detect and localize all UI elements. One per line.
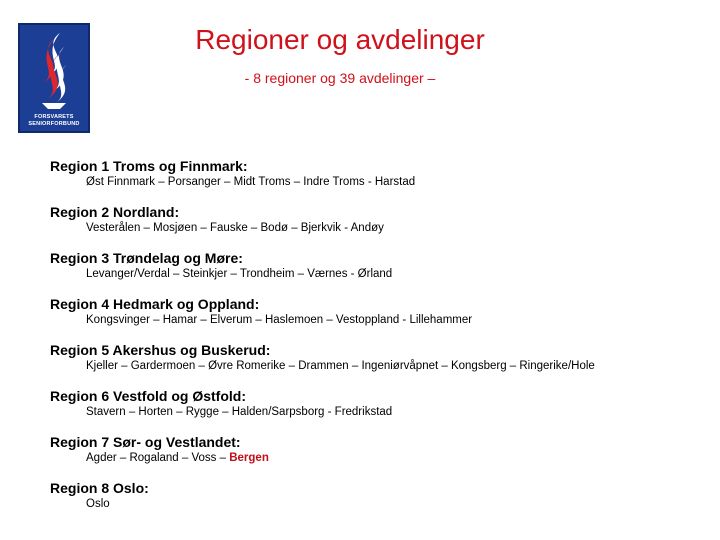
region-item (50, 296, 710, 342)
logo-text-line1: FORSVARETS (34, 114, 74, 120)
region-item (50, 434, 710, 480)
region-item (50, 204, 710, 250)
region-units: Oslo (86, 498, 110, 510)
region-units: Kongsvinger – Hamar – Elverum – Haslemoen – Vestoppland - Lillehammer (86, 314, 473, 326)
page-subtitle: - 8 regioner og 39 avdelinger – (244, 70, 436, 86)
region-name: Region 8 Oslo: (50, 480, 149, 496)
region-item (50, 388, 710, 434)
page-title: Regioner og avdelinger (195, 24, 485, 55)
region-units-text: Agder – Rogaland – Voss – (86, 452, 230, 464)
region-units: Vesterålen – Mosjøen – Fauske – Bodø – Bjerkvik - Andøy (86, 222, 384, 234)
region-units (50, 451, 710, 465)
region-item (50, 158, 710, 204)
region-list (50, 158, 710, 526)
region-units: Øst Finnmark – Porsanger – Midt Troms – Indre Troms - Harstad (86, 176, 416, 188)
region-name: Region 4 Hedmark og Oppland: (50, 296, 260, 312)
region-units: Stavern – Horten – Rygge – Halden/Sarpsborg - Fredrikstad (86, 406, 393, 418)
region-item (50, 342, 710, 388)
region-name: Region 1 Troms og Finnmark: (50, 158, 248, 174)
region-item (50, 250, 710, 296)
region-name: Region 7 Sør- og Vestlandet: (50, 434, 241, 450)
region-name: Region 3 Trøndelag og Møre: (50, 250, 243, 266)
region-item (50, 480, 710, 526)
region-units: Levanger/Verdal – Steinkjer – Trondheim – Værnes - Ørland (86, 268, 393, 280)
region-units: Kjeller – Gardermoen – Øvre Romerike – Drammen – Ingeniørvåpnet – Kongsberg – Ringerike/Hole (86, 360, 595, 372)
region-name: Region 5 Akershus og Buskerud: (50, 342, 271, 358)
region-name: Region 2 Nordland: (50, 204, 180, 220)
logo-text-line2: SENIORFORBUND (28, 121, 80, 127)
highlighted-unit: Bergen (229, 452, 269, 464)
region-name: Region 6 Vestfold og Østfold: (50, 388, 246, 404)
